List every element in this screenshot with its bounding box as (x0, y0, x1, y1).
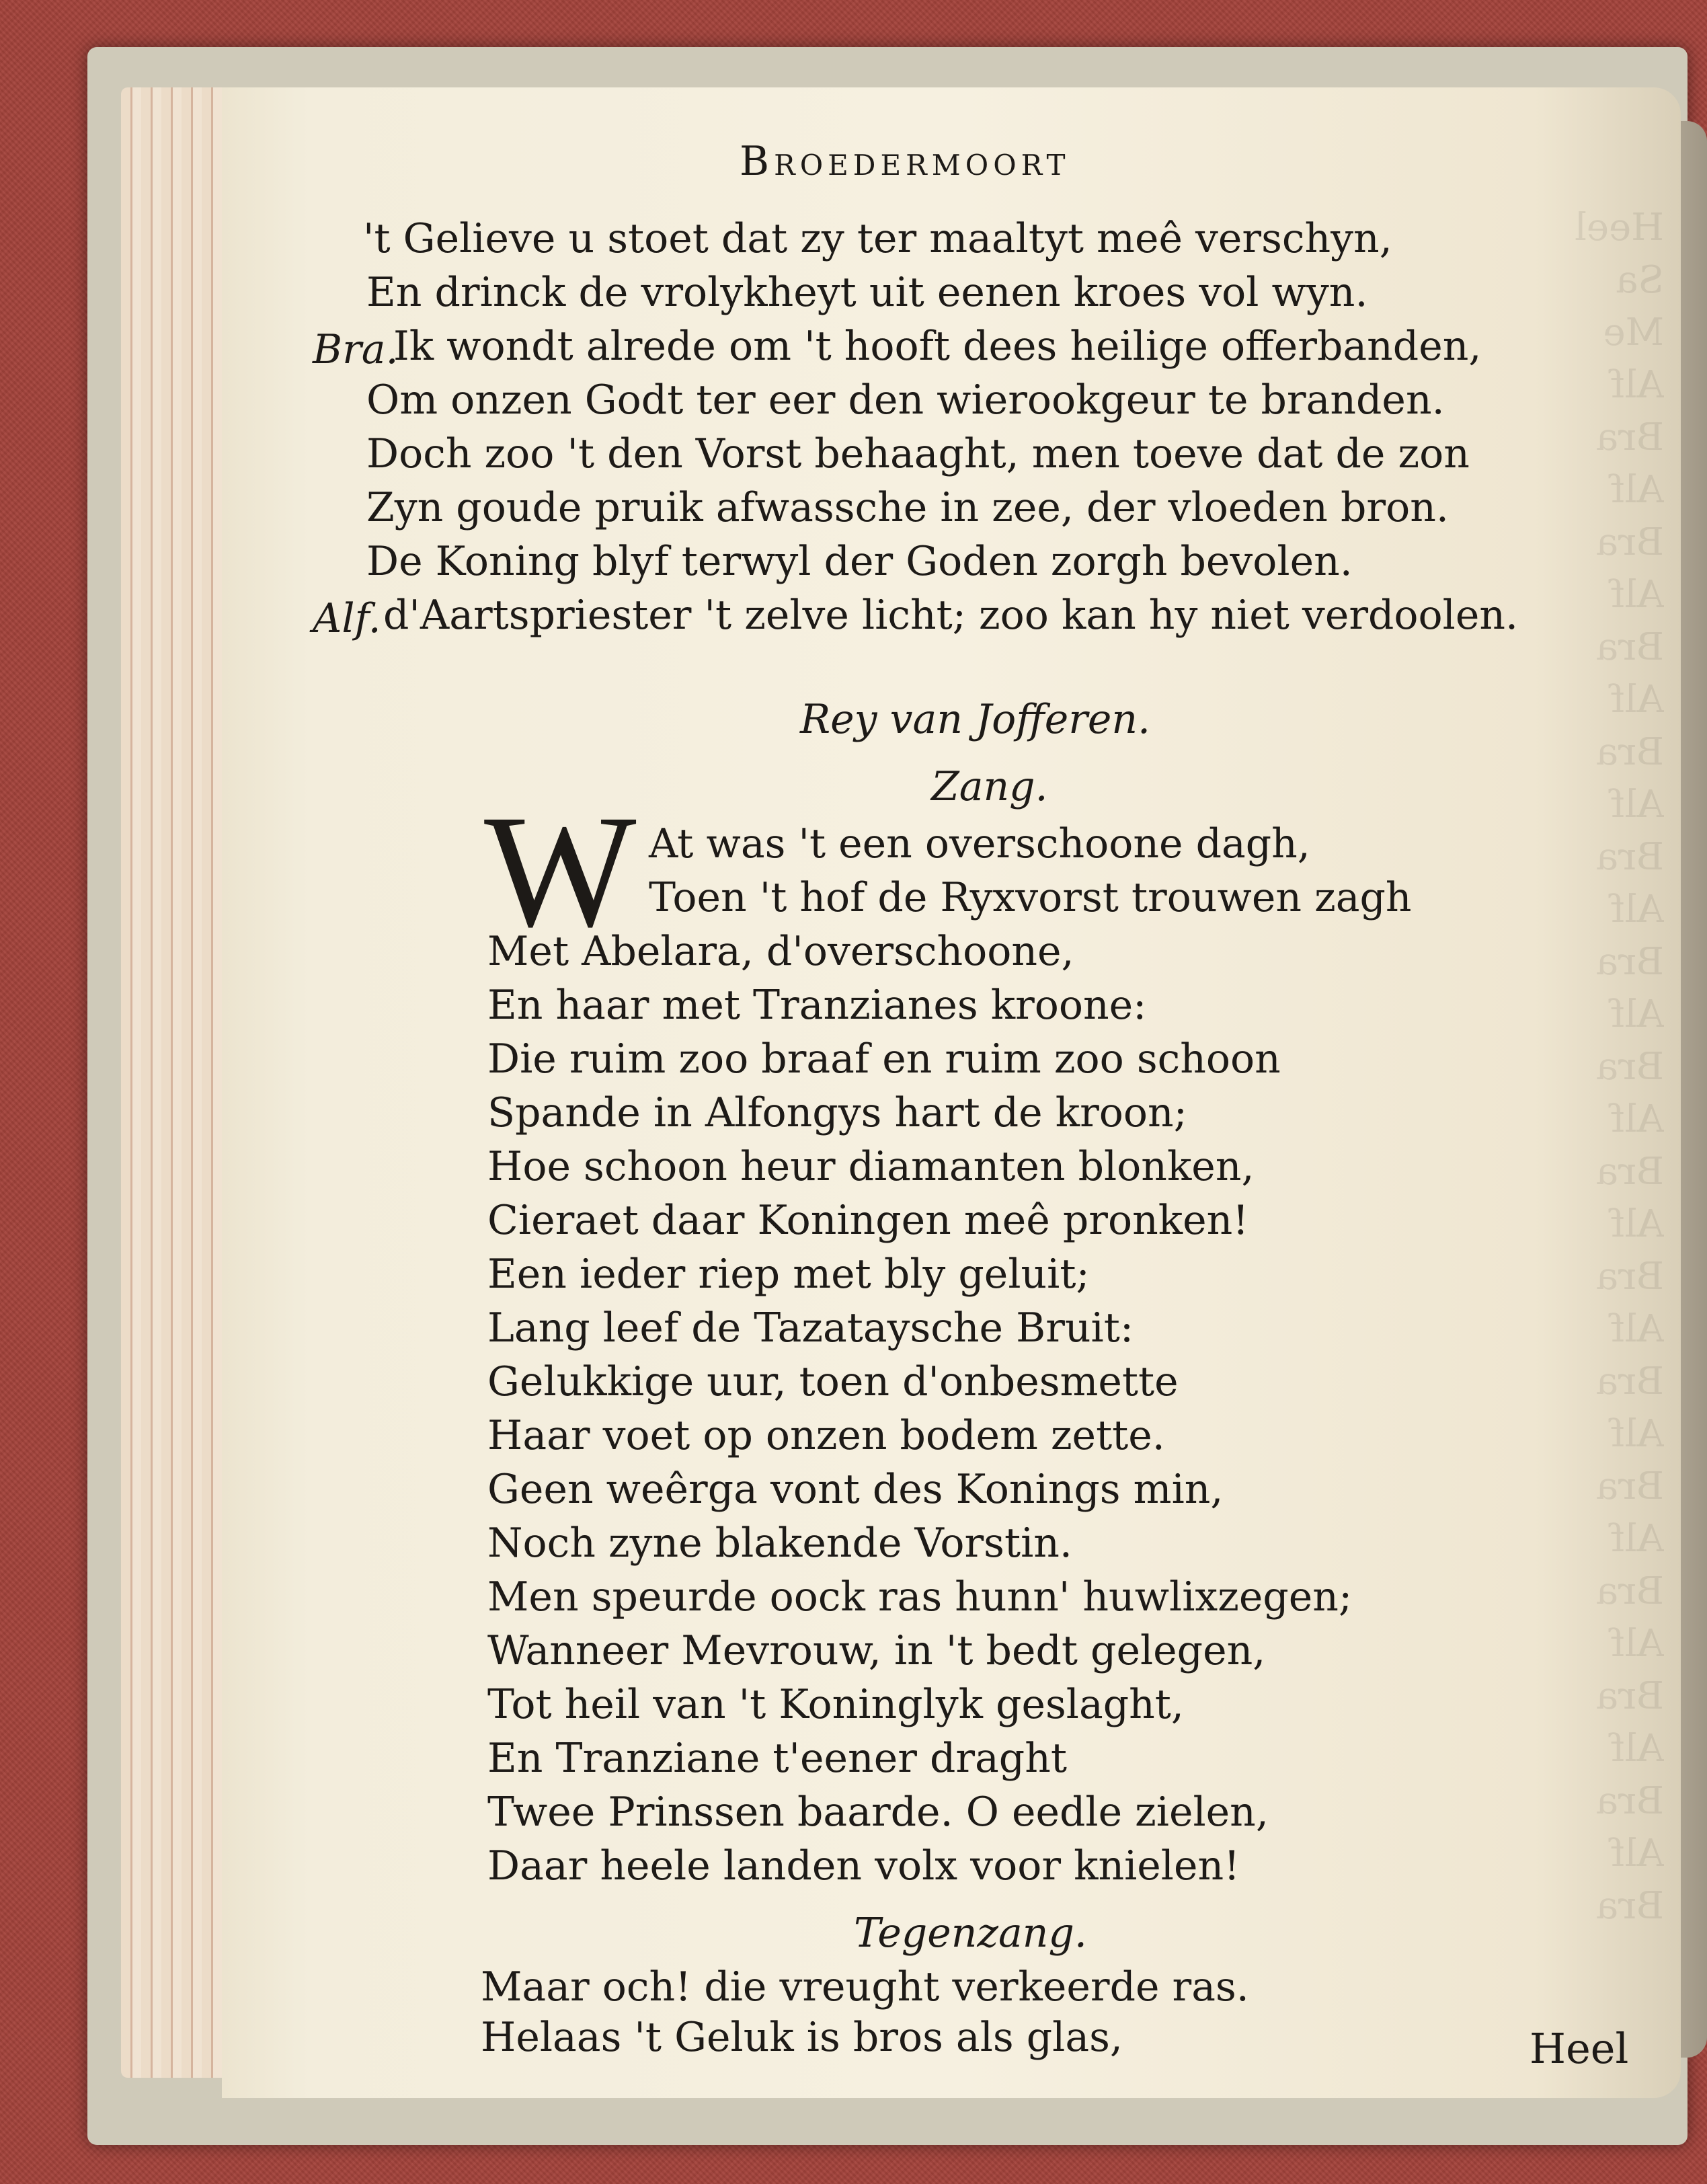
section-heading-zang: Zang. (931, 763, 1048, 810)
dialogue-line-3: Ik wondt alrede om 't hooft dees heilige offerbanden, (393, 323, 1482, 370)
running-head: Broedermoort (740, 138, 1070, 185)
verse-line: Daar heele landen volx voor knielen! (487, 1842, 1240, 1889)
dialogue-line-6: Zyn goude pruik afwassche in zee, der vloeden bron. (366, 484, 1449, 531)
verse-line: En Tranziane t'eener draght (487, 1735, 1067, 1782)
dialogue-line-7: De Koning blyf terwyl der Goden zorgh bevolen. (366, 538, 1353, 585)
verse-line-2: Toen 't hof de Ryxvorst trouwen zagh (649, 874, 1412, 921)
dialogue-line-5: Doch zoo 't den Vorst behaaght, men toeve dat de zon (366, 430, 1470, 477)
verse-line: Geen weêrga vont des Konings min, (487, 1466, 1224, 1513)
verse-line: Met Abelara, d'overschoone, (487, 928, 1074, 975)
verse-line: Wanneer Mevrouw, in 't bedt gelegen, (487, 1627, 1266, 1674)
verse-line: Tot heil van 't Koninglyk geslaght, (487, 1681, 1184, 1728)
verse-line: Haar voet op onzen bodem zette. (487, 1412, 1165, 1459)
speaker-label: Bra. (313, 326, 399, 373)
verse-line: Die ruim zoo braaf en ruim zoo schoon (487, 1036, 1281, 1083)
dialogue-line-4: Om onzen Godt ter eer den wierookgeur te branden. (366, 377, 1445, 424)
bleed-through: Heel Sa Me Alf Bra Alf Bra Alf Bra Alf Bra Alf Bra Alf Bra Alf Bra Alf Bra Alf Bra Alf Bra Alf Bra Alf Bra Alf Bra Alf Bra Alf Bra (1574, 206, 1664, 1928)
speaker-label: Alf. (313, 595, 381, 642)
verse-line: Helaas 't Geluk is bros als glas, (481, 2014, 1123, 2061)
verse-line: Noch zyne blakende Vorstin. (487, 1520, 1072, 1567)
verse-line: Hoe schoon heur diamanten blonken, (487, 1143, 1255, 1190)
dialogue-line-1: 't Gelieve u stoet dat zy ter maaltyt meê verschyn, (363, 215, 1392, 262)
dialogue-line-2: En drinck de vrolykheyt uit eenen kroes vol wyn. (366, 269, 1368, 316)
verse-line: Lang leef de Tazataysche Bruit: (487, 1304, 1134, 1352)
verse-line: Een ieder riep met bly geluit; (487, 1251, 1090, 1298)
drop-cap: W (484, 781, 637, 960)
verse-line: Maar och! die vreught verkeerde ras. (481, 1963, 1249, 2011)
chorus-title: Rey van Jofferen. (800, 696, 1151, 743)
verse-line: En haar met Tranzianes kroone: (487, 982, 1147, 1029)
verse-line: Gelukkige uur, toen d'onbesmette (487, 1358, 1179, 1405)
verse-line-1: At was 't een overschoone dagh, (649, 820, 1310, 867)
catchword: Heel (1530, 2024, 1629, 2073)
verse-line: Spande in Alfongys hart de kroon; (487, 1089, 1187, 1136)
dialogue-line-8: d'Aartspriester 't zelve licht; zoo kan hy niet verdoolen. (383, 592, 1519, 639)
verse-line: Twee Prinssen baarde. O eedle zielen, (487, 1789, 1269, 1836)
section-heading-tegenzang: Tegenzang. (854, 1910, 1087, 1957)
verse-line: Cieraet daar Koningen meê pronken! (487, 1197, 1249, 1244)
verse-line: Men speurde oock ras hunn' huwlixzegen; (487, 1573, 1353, 1621)
